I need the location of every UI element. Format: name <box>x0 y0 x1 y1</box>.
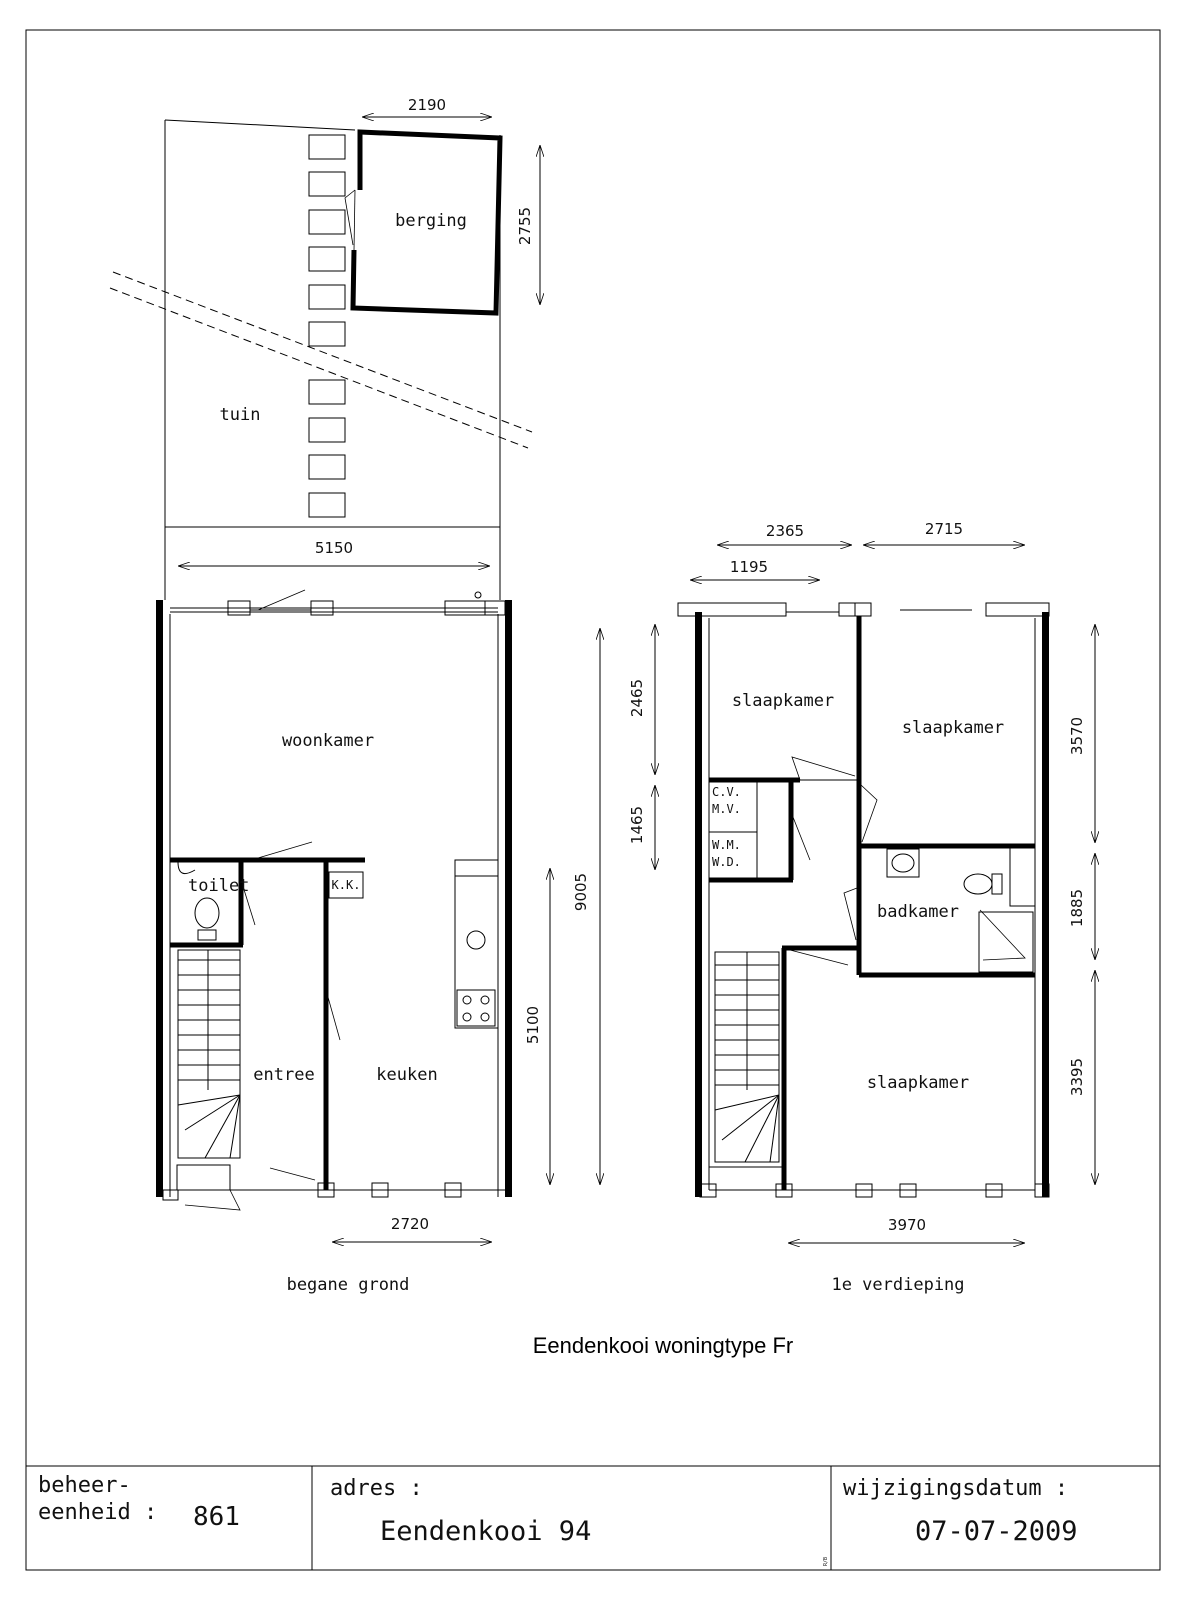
dim-label-first-width: 3970 <box>887 1216 927 1234</box>
dim-label-first-d4: 1885 <box>1068 888 1086 928</box>
dim-label-keuken-depth: 5100 <box>524 1005 542 1045</box>
dim-label-first-w1: 2365 <box>765 522 805 540</box>
datum-label: wijzigingsdatum : <box>843 1476 1069 1501</box>
garden-area <box>110 120 532 600</box>
toilet-fixture <box>178 862 219 940</box>
first-floor-stairs <box>715 952 779 1162</box>
label-kk: K.K. <box>331 878 361 892</box>
room-label-keuken: keuken <box>376 1065 438 1085</box>
room-label-slaapkamer-3: slaapkamer <box>866 1073 970 1093</box>
kitchen-counter <box>329 872 498 1028</box>
project-title: Eendenkooi woningtype Fr <box>532 1333 794 1358</box>
floor-label-first: 1e verdieping <box>831 1275 965 1295</box>
dim-label-berging-depth: 2755 <box>516 206 534 246</box>
room-label-slaapkamer-1: slaapkamer <box>731 691 835 711</box>
beheer-value: 861 <box>193 1502 240 1532</box>
dim-label-first-w3: 1195 <box>729 558 769 576</box>
ground-floor-walls <box>156 600 512 1200</box>
dim-label-garden-width: 5150 <box>314 539 354 557</box>
label-wd: W.D. <box>712 855 741 869</box>
ground-floor-doors <box>185 590 481 1210</box>
dim-label-first-d1: 2465 <box>628 678 646 718</box>
room-label-toilet: toilet <box>188 876 250 896</box>
adres-label: adres : <box>330 1476 423 1501</box>
floor-label-ground: begane grond <box>286 1275 410 1295</box>
adres-value: Eendenkooi 94 <box>380 1516 592 1547</box>
datum-value: 07-07-2009 <box>915 1516 1078 1547</box>
tiny-mark: R/B <box>823 1556 829 1566</box>
room-label-berging: berging <box>395 211 467 231</box>
room-label-entree: entree <box>253 1065 315 1085</box>
label-cv: C.V. <box>712 785 741 799</box>
dim-label-berging-width: 2190 <box>407 96 447 114</box>
room-label-slaapkamer-2: slaapkamer <box>901 718 1005 738</box>
dim-label-first-d5: 3395 <box>1068 1057 1086 1097</box>
dim-label-keuken-width: 2720 <box>390 1215 430 1233</box>
dim-first-depths <box>655 624 1095 1185</box>
room-label-tuin: tuin <box>219 405 261 425</box>
label-wm: W.M. <box>712 838 741 852</box>
dim-label-first-d2: 1465 <box>628 805 646 845</box>
dim-label-ground-depth: 9005 <box>572 872 590 912</box>
beheer-label-line1: beheer- <box>38 1473 131 1498</box>
room-label-woonkamer: woonkamer <box>281 731 375 751</box>
room-label-badkamer: badkamer <box>877 902 959 922</box>
ground-floor-stairs <box>178 950 240 1158</box>
dim-label-first-d3: 3570 <box>1068 716 1086 756</box>
beheer-label-line2: eenheid : <box>38 1500 158 1525</box>
label-mv: M.V. <box>712 802 741 816</box>
first-floor-doors <box>790 757 1025 965</box>
dim-label-first-w2: 2715 <box>924 520 964 538</box>
